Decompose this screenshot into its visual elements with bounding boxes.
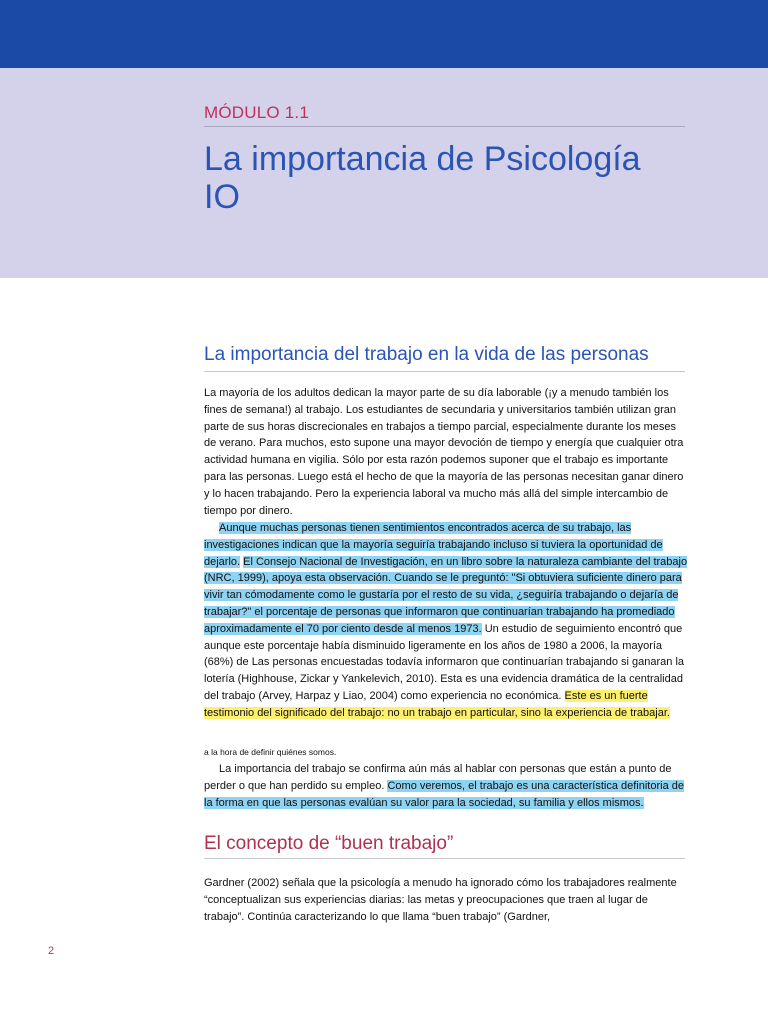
paragraph-2-text: Un estudio de seguimiento encontró que aunque este porcentaje había disminuido ligeramente en los años de 1980 a 2006, la mayoría (68%) de Las personas encuestadas todavía informaron que continuarían trabajando si ganaran la lotería (Highhouse, Zickar y Yankelevich, 2010). Esta es una evidencia dramática de la centralidad del trabajo (Arvey, Harpaz y Liao, 2004) como experiencia no económica. bbox=[204, 622, 685, 702]
highlight-yellow: Este es un fuerte testimonio del significado del trabajo: no un trabajo en particular, sino la experiencia de trabajar. bbox=[204, 689, 670, 719]
top-color-bar bbox=[0, 0, 768, 68]
paragraph-4: Gardner (2002) señala que la psicología a menudo ha ignorado cómo los trabajadores realmente “conceptualizan sus experiencias diarias: las metas y preocupaciones que traen al lugar de trabajo”. Continúa caracterizando lo que llama “buen trabajo” (Gardner, bbox=[204, 877, 677, 923]
chapter-title: La importancia de Psicología IO bbox=[204, 140, 641, 216]
section-divider bbox=[204, 858, 685, 859]
highlight-blue: Como veremos, el trabajo es una característica definitoria de la forma en que las personas evalúan su valor para la sociedad, su familia y ellos mismos. bbox=[204, 779, 685, 809]
module-divider bbox=[204, 126, 685, 127]
module-label: MÓDULO 1.1 bbox=[204, 103, 309, 122]
paragraph-3 bbox=[204, 761, 690, 811]
section-divider bbox=[204, 371, 685, 372]
paragraph-1: La mayoría de los adultos dedican la mayor parte de su día laborable (¡y a menudo también los fines de semana!) al trabajo. Los estudiantes de secundaria y universitarios también utilizan gran parte de sus horas discrecionales en trabajos a tiempo parcial, especialmente durante los meses de verano. Para muchos, esto supone una mayor devoción de tiempo y energía que cualquier otra actividad humana en vigilia. Sólo por esta razón podemos suponer que el trabajo es importante para las personas. Luego está el hecho de que la mayoría de las personas necesitan ganar dinero y lo hacen trabajando. Pero la experiencia laboral va mucho más allá del simple intercambio de tiempo por dinero. bbox=[204, 387, 684, 517]
section-title-importance: La importancia del trabajo en la vida de las personas bbox=[204, 344, 649, 365]
highlight-blue: Aunque muchas personas tienen sentimientos encontrados acerca de su trabajo, las investigaciones indican que la mayoría seguiría trabajando incluso si tuviera la oportunidad de dejarlo. bbox=[204, 522, 663, 568]
section-title-good-work: El concepto de “buen trabajo” bbox=[204, 833, 454, 854]
footnote-text: a la hora de definir quiénes somos. bbox=[204, 747, 337, 757]
paragraph-2 bbox=[204, 520, 690, 722]
highlight-blue: El Consejo Nacional de Investigación, en un libro sobre la naturaleza cambiante del trabajo (NRC, 1999), apoya esta observación. Cuando se le preguntó: "Si obtuviera suficiente dinero para vivir tan cómodamente como le gustaría por el resto de su vida, ¿seguiría trabajando o dejaría de trabajar?" el porcentaje de personas que informaron que continuarían trabajando ha promediado aproximadamente el 70 por ciento desde al menos 1973. bbox=[204, 555, 688, 635]
page-number: 2 bbox=[48, 945, 55, 957]
paragraph-3-text: La importancia del trabajo se confirma aún más al hablar con personas que están a punto de perder o que han perdido su empleo. bbox=[204, 763, 672, 792]
